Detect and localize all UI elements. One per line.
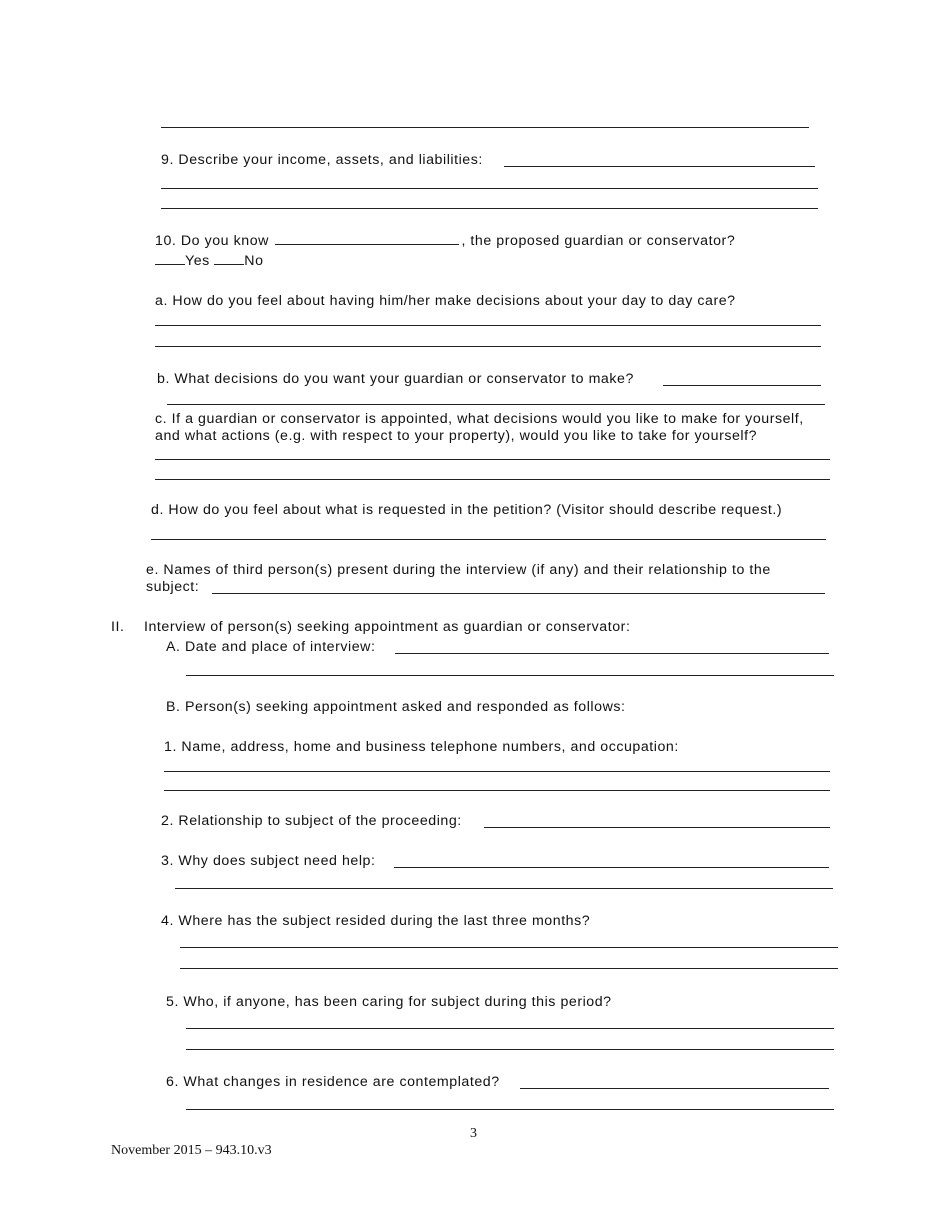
section-2-numeral: II. [111,619,125,635]
answer-line [155,346,821,347]
question-2-label: 2. Relationship to subject of the proceeding: [161,813,462,829]
answer-line [212,593,825,594]
answer-line [186,675,834,676]
answer-line [394,867,829,868]
question-e-line-1: e. Names of third person(s) present during the interview (if any) and their relationship to the [146,562,771,578]
answer-line [186,1049,834,1050]
no-label: No [244,253,264,269]
answer-line [180,947,838,948]
answer-line [484,827,830,828]
answer-line [504,166,815,167]
answer-line [161,127,809,128]
answer-line [164,790,830,791]
item-a-label: A. Date and place of interview: [166,639,376,655]
question-c-line-1: c. If a guardian or conservator is appointed, what decisions would you like to make for yourself, [155,411,804,427]
question-1-label: 1. Name, address, home and business telephone numbers, and occupation: [164,739,679,755]
section-2-heading: Interview of person(s) seeking appointment as guardian or conservator: [144,619,631,635]
answer-line [164,771,830,772]
answer-line [186,1028,834,1029]
answer-line [180,968,838,969]
item-b-label: B. Person(s) seeking appointment asked and responded as follows: [166,699,626,715]
question-9-label: 9. Describe your income, assets, and liabilities: [161,152,483,168]
document-id: November 2015 – 943.10.v3 [111,1143,272,1158]
answer-line [151,539,826,540]
question-10-text-after: , the proposed guardian or conservator? [461,233,736,249]
question-10-label [155,233,735,250]
answer-line [186,1109,834,1110]
answer-line [155,479,830,480]
answer-line [155,325,821,326]
page-number: 3 [470,1126,477,1141]
answer-line [161,188,818,189]
question-e-line-2: subject: [146,579,200,595]
yes-label: Yes [185,253,210,269]
question-10-answer [155,253,264,270]
question-d-label: d. How do you feel about what is requested in the petition? (Visitor should describe request.) [151,502,783,518]
question-6-label: 6. What changes in residence are contemplated? [166,1074,500,1090]
answer-line [175,888,833,889]
question-a-label: a. How do you feel about having him/her make decisions about your day to day care? [155,293,736,309]
answer-line [520,1088,829,1089]
answer-line [167,404,825,405]
answer-line [395,653,829,654]
question-c-line-2: and what actions (e.g. with respect to your property), would you like to take for yourself? [155,428,758,444]
answer-line [155,459,830,460]
question-b-label: b. What decisions do you want your guardian or conservator to make? [157,371,634,387]
no-blank [214,263,244,265]
question-4-label: 4. Where has the subject resided during the last three months? [161,913,591,929]
question-5-label: 5. Who, if anyone, has been caring for subject during this period? [166,994,612,1010]
yes-blank [155,263,185,265]
proposed-guardian-name-blank [275,243,459,245]
answer-line [663,385,821,386]
question-10-text-before: 10. Do you know [155,233,269,249]
answer-line [161,208,818,209]
question-3-label: 3. Why does subject need help: [161,853,376,869]
